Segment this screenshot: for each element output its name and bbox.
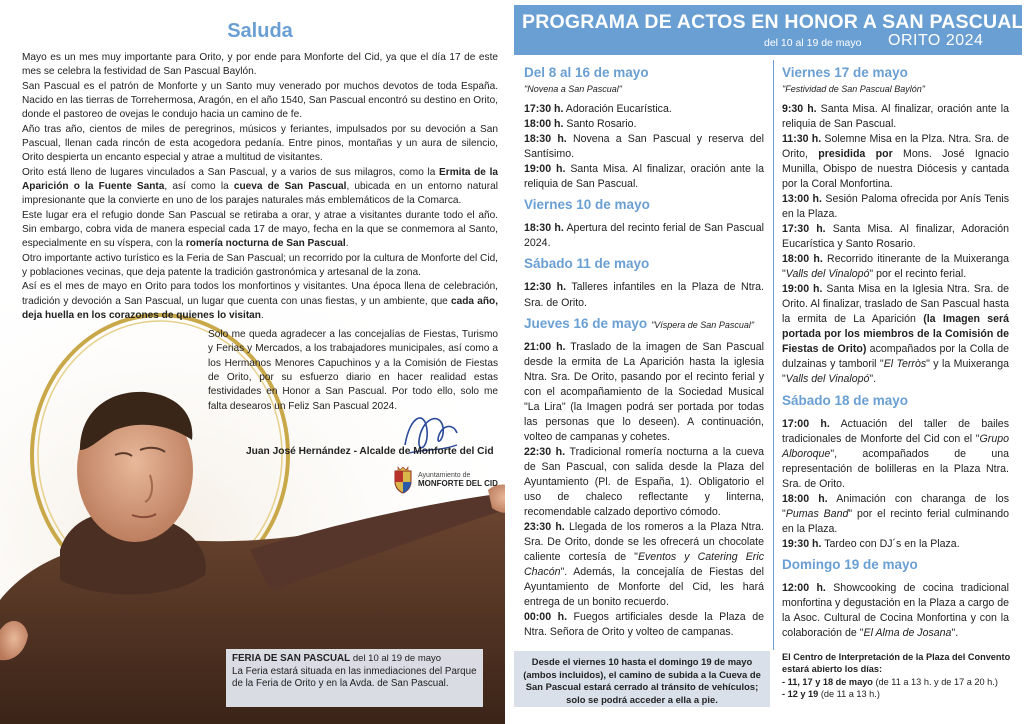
day-heading: Sábado 11 de mayo — [524, 256, 650, 272]
day-heading: Sábado 18 de mayo — [782, 392, 909, 408]
town-logo-text: Ayuntamiento de MONFORTE DEL CID — [418, 472, 498, 488]
letter-paragraph: Mayo es un mes muy importante para Orito, y por ende para Monforte del Cid, ya que el día 17 de este mes se celebra la festividad de San Pascual Baylón. — [22, 52, 498, 78]
event-item: 17:30 h. Santa Misa. Al finalizar, Adoración Eucarística y Santo Rosario. — [782, 223, 1009, 251]
saluda-title: Saluda — [227, 20, 293, 42]
letter-paragraph: Este lugar era el refugio donde San Pascual se retiraba a orar, y atrae a visitantes durante todo el año. Sin embargo, cobra vida de manera especial cada 17 de mayo, fecha en la que se conmemora al Santo, especialmente en su víspera, con la romería nocturna de San Pascual. — [22, 209, 498, 250]
center-title: El Centro de Interpretación de la Plaza del Convento estará abierto los días: — [782, 652, 1011, 675]
event-item: 19:00 h. Santa Misa. Al finalizar, oración ante la reliquia de San Pascual. — [524, 163, 765, 191]
camino-notice-box: Desde el viernes 10 hasta el domingo 19 de mayo (ambos incluidos), el camino de subida a la Cueva de San Pascual estará cerrado al tránsito de vehículos; solo se podrá acceder a ella a pie. — [514, 651, 770, 707]
column-divider — [773, 60, 774, 650]
day-heading: Jueves 16 de mayo "Víspera de San Pascual" — [524, 315, 755, 331]
left-page — [0, 0, 505, 724]
event-item: 18:00 h. Recorrido itinerante de la Muixeranga "Valls del Vinalopó" por el recinto ferial. — [782, 253, 1009, 281]
day-subtitle: "Novena a San Pascual" — [524, 84, 622, 95]
event-item: 9:30 h. Santa Misa. Al finalizar, oración ante la reliquia de San Pascual. — [782, 102, 1010, 130]
event-item: 13:00 h. Sesión Paloma ofrecida por Anís Tenis en la Plaza. — [782, 193, 1010, 221]
center-schedule-line: - 12 y 19 (de 11 a 13 h.) — [782, 689, 880, 700]
day-heading: Viernes 17 de mayo — [782, 65, 908, 80]
event-item: 19:00 h. Santa Misa en la Iglesia Ntra. Sra. de Orito. Al finalizar, traslado de San Pascual hasta la ermita de La Aparición (la Imagen será portada por los miembros de la Comisión de Fiestas de Orito) acompañados por la Colla de dulzainas y tamboril "El Terròs" y la Muixeranga "Valls del Vinalopó". — [782, 283, 1010, 386]
feria-dates: del 10 al 19 de mayo — [352, 653, 442, 664]
day-heading: Del 8 al 16 de mayo — [524, 65, 649, 80]
feria-title: FERIA DE SAN PASCUAL — [232, 653, 351, 664]
center-schedule-line: - 11, 17 y 18 de mayo (de 11 a 13 h. y de 17 a 20 h.) — [782, 676, 998, 687]
event-item: 00:00 h. Fuegos artificiales desde la Plaza de Ntra. Señora de Orito y volteo de campanas. — [524, 611, 764, 639]
signer-name: Juan José Hernández - Alcalde de Monforte del Cid — [246, 446, 494, 457]
program-header — [514, 5, 1022, 55]
letter-paragraph: Otro importante activo turístico es la Feria de San Pascual; un recorrido por la cultura de Monforte del Cid, y poblaciones vecinas, que deja patente la tradición gastronómica y artesanal de la zona. — [22, 252, 498, 278]
feria-info-box — [226, 649, 483, 707]
event-item: 11:30 h. Solemne Misa en la Plza. Ntra. Sra. de Orito, presidida por Mons. José Ignacio Munilla, Obispo de nuestra Diócesis y cantada por la Coral Monfortina. — [782, 132, 1010, 191]
event-item: 19:30 h. Tardeo con DJ´s en la Plaza. — [782, 537, 960, 550]
letter-paragraph: Así es el mes de mayo en Orito para todos los monfortinos y visitantes. Una época llena de celebración, tradición y devoción a San Pascual, un lugar que cuenta con unas fiestas, y un ambiente, que cada año, deja huella en los corazones de quienes lo visitan. — [22, 281, 499, 321]
letter-paragraph: San Pascual es el patrón de Monforte y un Santo muy venerado por muchos devotos de toda España. Nacido en las tierras de Torrehermosa, Aragón, en el año 1540, San Pascual encontró su destino en Orito, donde el pastoreo de ovejas le condujo hacia un camino de fe. — [22, 80, 498, 121]
program-column-1 — [524, 60, 764, 640]
program-place: ORITO 2024 — [888, 32, 984, 49]
event-item: 18:30 h. Novena a San Pascual y reserva del Santísimo. — [524, 132, 764, 161]
day-subtitle: "Víspera de San Pascual" — [651, 319, 755, 330]
program-title: PROGRAMA DE ACTOS EN HONOR A SAN PASCUAL — [522, 11, 1024, 33]
event-item: 18:00 h. Santo Rosario. — [524, 117, 637, 130]
event-item: 18:30 h. Apertura del recinto ferial de San Pascual 2024. — [524, 222, 765, 250]
letter-paragraph: Año tras año, cientos de miles de peregrinos, músicos y feriantes, impulsados por su devoción a San Pascual, llenan cada rincón de esta acogedora pedanía. Entre pinos, montañas y un aura de silencio, Orito despierta un encanto especial y atrae a multitud de visitantes. — [22, 123, 498, 164]
letter-closing: Solo me queda agradecer a las concejalías de Fiestas, Turismo y Ferias y Mercados, a los trabajadores municipales, así como a los Hermanos Menores Capuchinos y a la Comisión de Fiestas de Orito, por su esfuerzo diario en hacer realidad estas festividades en Honor a San Pascual. Por todo ello, solo me falta desearos un Feliz San Pascual 2024. — [208, 329, 498, 412]
event-item: 18:00 h. Animación con charanga de los "Pumas Band" por el recinto ferial culminando en la Plaza. — [782, 492, 1009, 535]
event-item: 23:30 h. Llegada de los romeros a la Plaza Ntra. Sra. De Orito, donde se les ofrecerá un chocolate caliente cortesía de "Eventos y Catering Eric Chacón". Además, la concejalía de Fiestas del Ayuntamiento de Monforte del Cid, les hará entrega de un bonito recuerdo. — [524, 521, 764, 609]
day-heading: Viernes 10 de mayo — [524, 197, 650, 213]
event-item: 17:30 h. Adoración Eucarística. — [524, 102, 672, 115]
event-item: 22:30 h. Tradicional romería nocturna a la cueva de San Pascual, con salida desde la Plaza del Ayuntamiento (Pl. de España, 1). Obligatorio el uso de chaleco reflectante y linterna, recomendable calzado deportivo cómodo. — [524, 445, 765, 519]
saluda-letter — [22, 51, 498, 323]
feria-text: La Feria estará situada en las inmediaciones del Parque de la Feria de Orito y en la Avda. de San Pascual. — [232, 665, 477, 690]
day-heading: Domingo 19 de mayo — [782, 556, 918, 572]
event-item: 12:30 h. Talleres infantiles en la Plaza de Ntra. Sra. de Orito. — [524, 281, 765, 309]
event-item: 17:00 h. Actuación del taller de bailes tradicionales de Monforte del Cid con el "Grupo Alboroque", acompañados de una representación de bolilleras en la Plaza Ntra. Sra. de Orito. — [782, 417, 1010, 490]
event-item: 12:00 h. Showcooking de cocina tradicional monfortina y degustación en la Plaza a cargo de la Asoc. Cultural de Cocina Monfortina y con la colaboración de "El Alma de Josana". — [782, 582, 1010, 640]
letter-paragraph: Orito está lleno de lugares vinculados a San Pascual, y a varios de sus milagros, como la Ermita de la Aparición o la Fuente Santa, así como la cueva de San Pascual, ubicada en un entorno natural impresionante que la convierte en uno de los parajes naturales más emblemáticos de la Comarca. — [22, 166, 498, 207]
event-item: 21:00 h. Traslado de la imagen de San Pascual desde la ermita de La Aparición hasta la iglesia Ntra. Sra. De Orito, pasando por el recinto ferial y con el acompañamiento de la Sociedad Musical "La Lira" (la Imagen podrá ser portada por todas las personas que lo deseen). A continuación, volteo de campanas y cohetes. — [524, 340, 764, 443]
interpretation-center-info — [782, 651, 1014, 701]
program-dates: del 10 al 19 de mayo — [764, 37, 862, 49]
program-column-2 — [782, 60, 1009, 641]
day-subtitle: "Festividad de San Pascual Baylón" — [782, 84, 925, 95]
town-crest-icon — [392, 466, 414, 494]
